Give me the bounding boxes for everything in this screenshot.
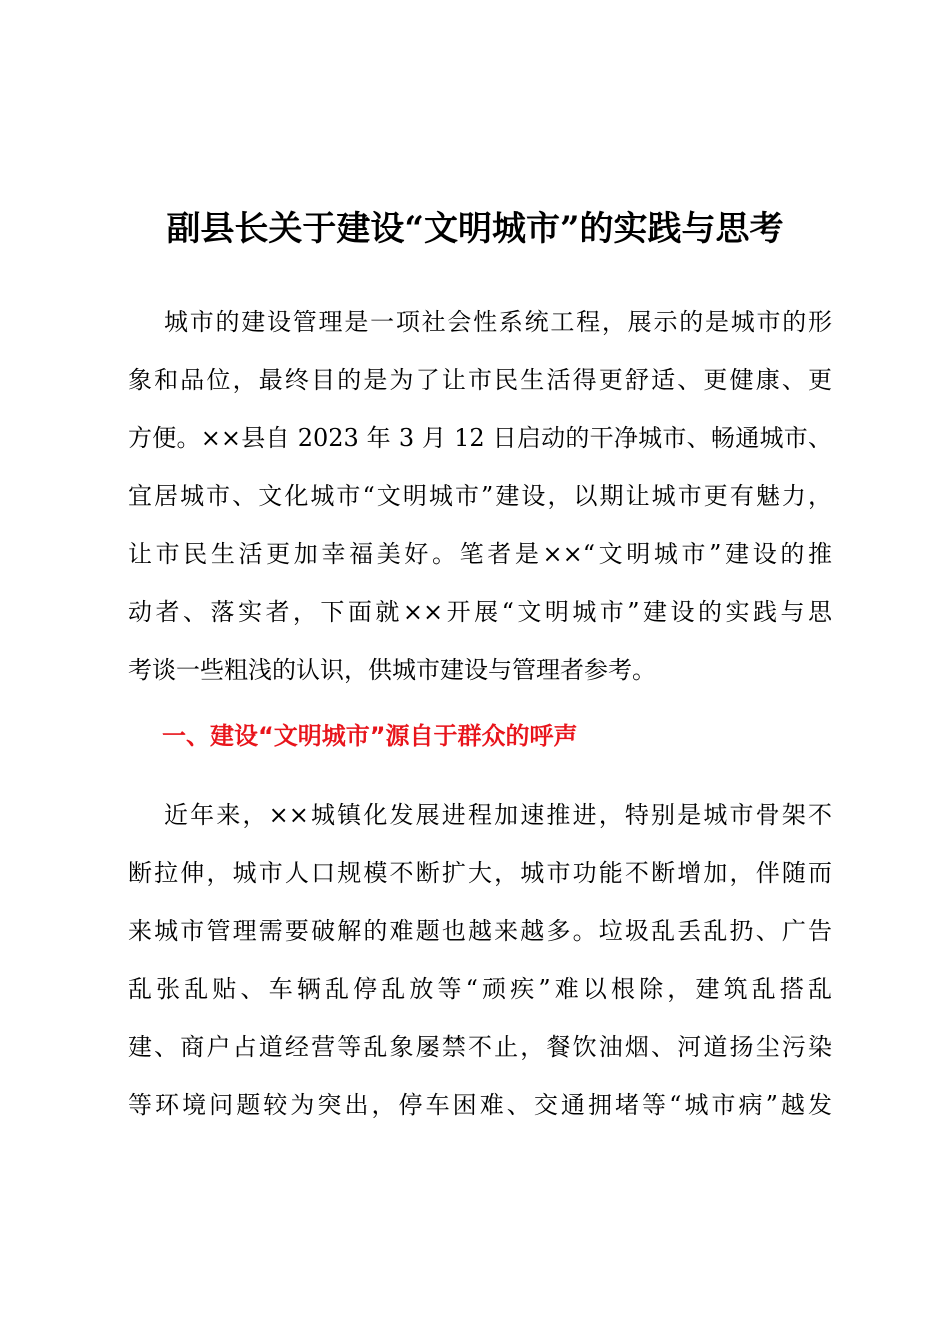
paragraph-line: 近年来，××城镇化发展进程加速推进，特别是城市骨架不	[164, 801, 832, 829]
paragraph-line: 来城市管理需要破解的难题也越来越多。垃圾乱丢乱扔、广告	[128, 917, 832, 945]
intro-paragraph	[128, 293, 832, 699]
section-heading: 一、建设“文明城市”源自于群众的呼声	[162, 722, 578, 750]
paragraph-line: 考谈一些粗浅的认识，供城市建设与管理者参考。	[128, 656, 656, 684]
paragraph-line: 城市的建设管理是一项社会性系统工程，展示的是城市的形	[164, 308, 832, 336]
section-paragraph	[128, 786, 832, 1134]
paragraph-line: 等环境问题较为突出，停车困难、交通拥堵等“城市病”越发	[128, 1091, 832, 1119]
paragraph-line: 方便。××县自 2023 年 3 月 12 日启动的干净城市、畅通城市、	[128, 424, 832, 452]
paragraph-line: 断拉伸，城市人口规模不断扩大，城市功能不断增加，伴随而	[128, 859, 832, 887]
paragraph-line: 动者、落实者，下面就××开展“文明城市”建设的实践与思	[128, 598, 832, 626]
paragraph-line: 建、商户占道经营等乱象屡禁不止，餐饮油烟、河道扬尘污染	[128, 1033, 832, 1061]
paragraph-line: 象和品位，最终目的是为了让市民生活得更舒适、更健康、更	[128, 366, 832, 394]
paragraph-line: 乱张乱贴、车辆乱停乱放等“顽疾”难以根除，建筑乱搭乱	[128, 975, 832, 1003]
paragraph-line: 让市民生活更加幸福美好。笔者是××“文明城市”建设的推	[128, 540, 832, 568]
paragraph-line: 宜居城市、文化城市“文明城市”建设，以期让城市更有魅力，	[128, 482, 832, 510]
document-title: 副县长关于建设“文明城市”的实践与思考	[166, 209, 784, 249]
